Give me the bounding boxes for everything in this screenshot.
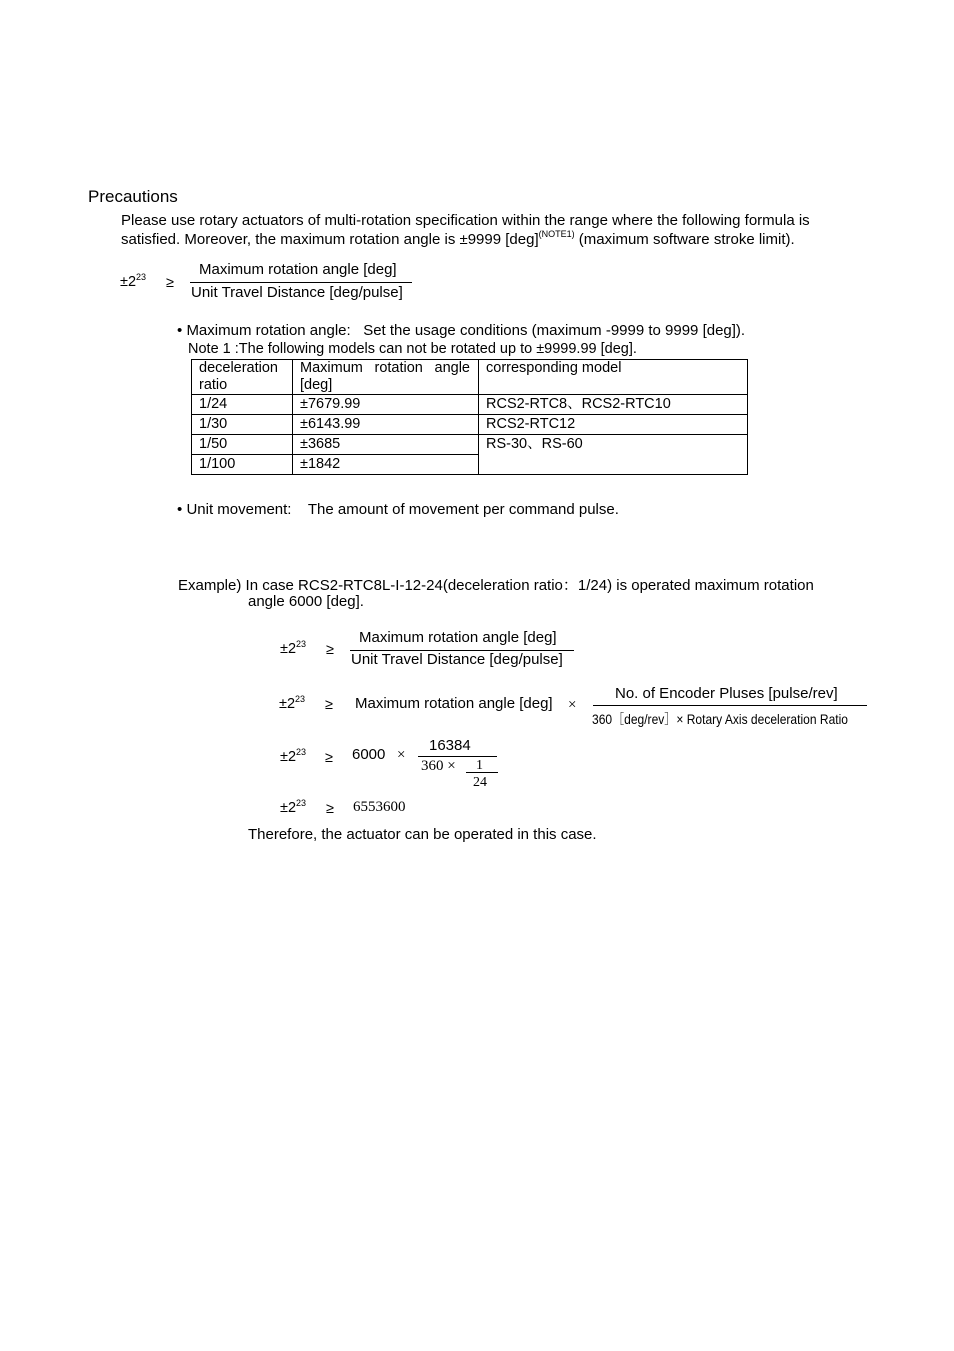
cell-ratio: 1/24 (192, 395, 293, 415)
ge-symbol: ≥ (325, 750, 333, 766)
calc2-numerator: No. of Encoder Pluses [pulse/rev] (615, 685, 838, 702)
conclusion: Therefore, the actuator can be operated in this case. (248, 826, 597, 843)
calc1-numerator: Maximum rotation angle [deg] (359, 629, 557, 646)
cell-ratio: 1/50 (192, 435, 293, 455)
header-model: corresponding model (479, 360, 748, 395)
ge-symbol: ≥ (166, 275, 174, 291)
fraction-bar (418, 756, 497, 757)
calc2-term: Maximum rotation angle [deg] (355, 695, 553, 712)
bullet-label: Maximum rotation angle: (186, 322, 351, 339)
calc-lhs: $\pm 2^{23}$ (280, 747, 307, 765)
cell-model: RCS2-RTC12 (479, 415, 748, 435)
intro-line-2-tail: (maximum software stroke limit). (574, 231, 795, 248)
fraction-bar (190, 282, 412, 283)
cell-angle: ±3685 (293, 435, 479, 455)
bullet-max-rotation (177, 322, 745, 339)
models-table (191, 359, 748, 475)
formula-lhs: $\pm 2^{23}$ (120, 272, 147, 290)
header-ratio: deceleration ratio (192, 360, 293, 395)
table-row (192, 435, 748, 455)
calc2-denominator: 360［deg/rev］× Rotary Axis deceleration Ratio (592, 711, 848, 727)
cell-angle: ±1842 (293, 455, 479, 475)
calc-lhs: $\pm 2^{23}$ (280, 798, 307, 816)
table-row (192, 395, 748, 415)
example-line-2: angle 6000 [deg]. (248, 593, 364, 610)
ge-symbol: ≥ (326, 801, 334, 817)
calc-lhs: $\pm 2^{23}$ (280, 639, 307, 657)
ge-symbol: ≥ (325, 697, 333, 713)
calc3-den-left: 360 × (421, 758, 456, 774)
calc3-term: 6000 (352, 746, 386, 763)
cell-ratio: 1/30 (192, 415, 293, 435)
calc4-result: 6553600 (353, 799, 406, 815)
calc1-denominator: Unit Travel Distance [deg/pulse] (351, 651, 563, 668)
table-header-row (192, 360, 748, 395)
cell-ratio: 1/100 (192, 455, 293, 475)
bullet-text: The amount of movement per command pulse. (307, 501, 619, 518)
section-heading: Precautions (88, 187, 178, 206)
cell-model: RCS2-RTC8、RCS2-RTC10 (479, 395, 748, 415)
bullet-text: Set the usage conditions (maximum -9999 to 9999 [deg]). (363, 322, 746, 339)
bullet-icon: • (177, 322, 183, 339)
calc3-numerator: 16384 (429, 737, 471, 754)
cell-angle: ±7679.99 (293, 395, 479, 415)
bullet-icon: • (177, 501, 183, 518)
note-reference: (NOTE1) (538, 229, 575, 239)
note-1: Note 1 :The following models can not be rotated up to ±9999.99 [deg]. (188, 341, 637, 357)
formula-denominator: Unit Travel Distance [deg/pulse] (191, 284, 403, 301)
inner-fraction-bar (466, 772, 498, 773)
calc-lhs: $\pm 2^{23}$ (279, 694, 306, 712)
cell-angle: ±6143.99 (293, 415, 479, 435)
times-symbol: × (397, 747, 406, 763)
intro-line-1: Please use rotary actuators of multi-rotation specification within the range where the following formula is (121, 212, 810, 229)
intro-line-2 (121, 231, 795, 248)
ge-symbol: ≥ (326, 642, 334, 658)
bullet-unit-movement (177, 501, 619, 518)
table-row (192, 415, 748, 435)
bullet-label: Unit movement: (186, 501, 292, 518)
calc3-inner-numerator: 1 (476, 758, 483, 773)
cell-model: RS-30、RS-60 (479, 435, 748, 475)
calc3-inner-denominator: 24 (473, 775, 487, 790)
example-line-1: Example) In case RCS2-RTC8L-I-12-24(deceleration ratio：1/24) is operated maximum rotation (178, 577, 814, 594)
intro-line-2-text: satisfied. Moreover, the maximum rotation angle is ±9999 [deg] (121, 231, 539, 248)
fraction-bar (593, 705, 867, 706)
header-angle: Maximum rotation angle [deg] (293, 360, 479, 395)
formula-numerator: Maximum rotation angle [deg] (199, 261, 397, 278)
times-symbol: × (568, 697, 577, 713)
